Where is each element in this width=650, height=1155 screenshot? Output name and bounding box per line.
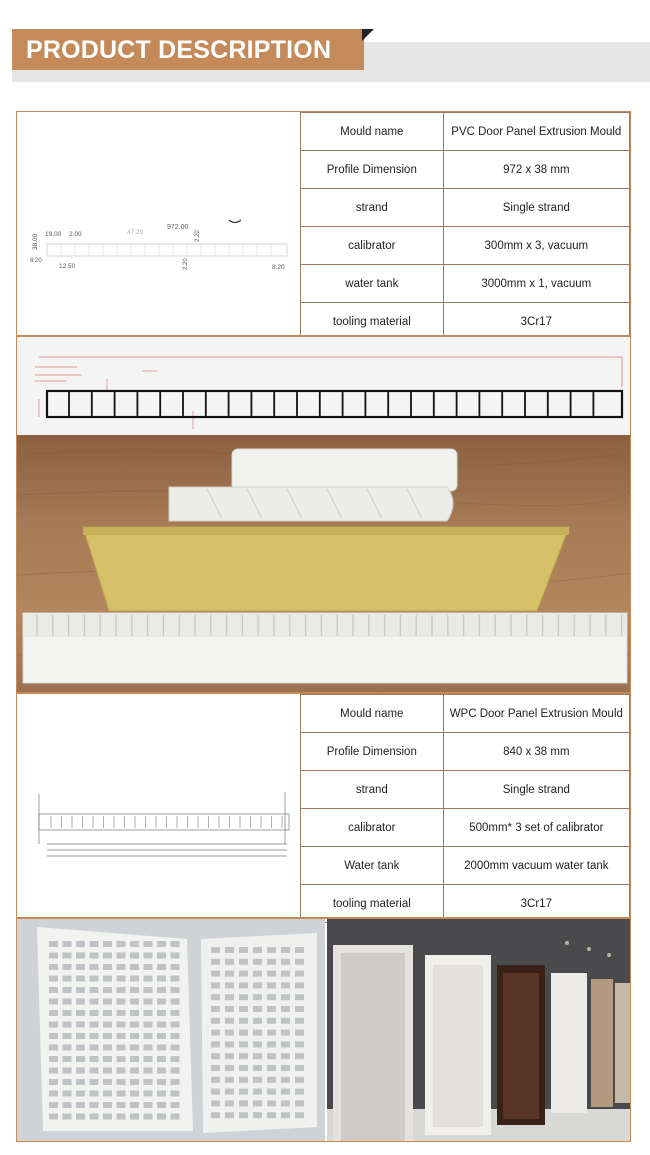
spec-key: water tank xyxy=(301,265,444,303)
wpc-panels-photo xyxy=(17,919,325,1141)
wpc-spec-table xyxy=(300,694,630,923)
pvc-dim-7: 12.50 xyxy=(59,263,76,270)
spec-key: tooling material xyxy=(301,885,444,923)
wpc-panels-illustration xyxy=(17,919,325,1141)
pvc-dim-9: 8.20 xyxy=(272,264,285,271)
spec-key: Mould name xyxy=(301,695,444,733)
spec-value: Single strand xyxy=(443,771,629,809)
pvc-dim-8: 2.20 xyxy=(183,258,189,270)
table-row xyxy=(301,695,630,733)
page-title: PRODUCT DESCRIPTION xyxy=(26,36,332,64)
cad-drawing-lines xyxy=(17,337,630,435)
doors-showroom-photo xyxy=(327,919,630,1141)
spec-key: calibrator xyxy=(301,809,444,847)
table-row xyxy=(301,227,630,265)
spec-value: 3Cr17 xyxy=(443,303,629,341)
pvc-dim-5: 38.00 xyxy=(32,233,39,250)
spec-value: 840 x 38 mm xyxy=(443,733,629,771)
pvc-profile-outline xyxy=(47,244,287,256)
spec-key: Mould name xyxy=(301,113,444,151)
table-row xyxy=(301,151,630,189)
table-row xyxy=(301,113,630,151)
pvc-spec-section xyxy=(17,112,630,336)
pvc-break-mark xyxy=(229,220,241,223)
spec-value: WPC Door Panel Extrusion Mould xyxy=(443,695,629,733)
pvc-dim-overall: 972.00 xyxy=(167,224,189,231)
pvc-profile-drawing xyxy=(17,112,300,336)
spec-key: tooling material xyxy=(301,303,444,341)
table-row xyxy=(301,847,630,885)
table-row xyxy=(301,771,630,809)
header-corner xyxy=(362,29,374,41)
table-row xyxy=(301,809,630,847)
pvc-dim-1: 19.00 xyxy=(45,231,62,238)
spec-key: Profile Dimension xyxy=(301,733,444,771)
spec-value: 3Cr17 xyxy=(443,885,629,923)
wpc-profile-drawing xyxy=(17,694,300,918)
profiles-illustration xyxy=(17,435,630,692)
spec-value: Single strand xyxy=(443,189,629,227)
spec-key: strand xyxy=(301,771,444,809)
table-row xyxy=(301,265,630,303)
pvc-dim-6: 8.20 xyxy=(30,258,42,264)
pvc-dim-4: 2.20 xyxy=(195,230,201,242)
spec-key: Profile Dimension xyxy=(301,151,444,189)
pvc-spec-table xyxy=(300,112,630,341)
spec-key: calibrator xyxy=(301,227,444,265)
doors-illustration xyxy=(327,919,630,1141)
product-frame xyxy=(16,111,631,1142)
spec-value: PVC Door Panel Extrusion Mould xyxy=(443,113,629,151)
pvc-dim-2: 2.00 xyxy=(69,231,82,238)
pvc-profile-ribs xyxy=(61,245,271,255)
spec-value: 500mm* 3 set of calibrator xyxy=(443,809,629,847)
pvc-dim-3: 47.20 xyxy=(127,229,144,236)
spec-value: 972 x 38 mm xyxy=(443,151,629,189)
spec-value: 3000mm x 1, vacuum xyxy=(443,265,629,303)
pvc-cad-drawing xyxy=(17,337,630,435)
spec-value: 2000mm vacuum water tank xyxy=(443,847,629,885)
spec-value: 300mm x 3, vacuum xyxy=(443,227,629,265)
pvc-profiles-photo xyxy=(17,435,630,692)
wpc-spec-section xyxy=(17,694,630,918)
table-row xyxy=(301,189,630,227)
spec-key: strand xyxy=(301,189,444,227)
spec-key: Water tank xyxy=(301,847,444,885)
table-row xyxy=(301,733,630,771)
